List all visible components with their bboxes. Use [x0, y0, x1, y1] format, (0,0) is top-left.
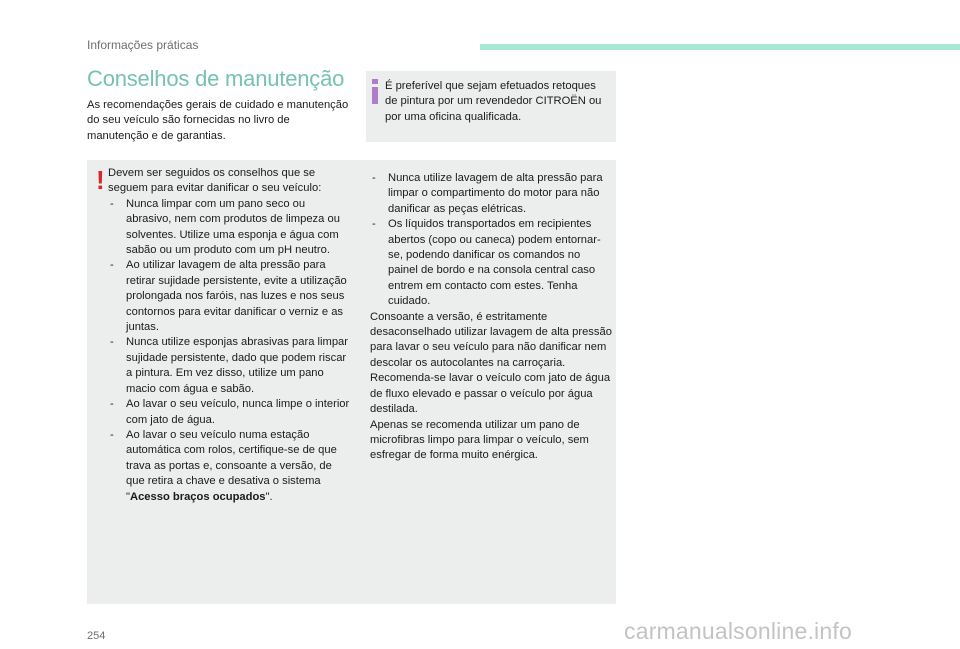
- list-item: - Nunca limpar com um pano seco ou abrasivo, nem com produtos de limpeza ou solventes. Utilize uma esponja e água com sabão ou um produto com um pH neutro.: [108, 197, 353, 259]
- warning-paragraph-1: Consoante a versão, é estritamente desaconselhado utilizar lavagem de alta pressão para lavar o seu veículo para não danificar nem descolar os autocolantes na carroçaria. Recomenda-se lavar o veículo com jato de água de fluxo elevado e passar o veículo por água destilada.: [370, 310, 612, 416]
- page-title: Conselhos de manutenção: [87, 66, 345, 91]
- watermark: carmanualsonline.info: [624, 618, 852, 644]
- warning-list-left: [108, 197, 353, 505]
- list-item: - Os líquidos transportados em recipientes abertos (copo ou caneca) podem entornar-se, podendo danificar os comandos no painel de bordo e na consola central caso entrem em contacto com estes. Tenha cuidado.: [370, 217, 612, 309]
- warning-paragraph-2: Apenas se recomenda utilizar um pano de microfibras limpo para limpar o veículo, sem esfregar de forma muito enérgica.: [370, 418, 589, 462]
- warning-column-right: [370, 171, 612, 464]
- info-text: É preferível que sejam efetuados retoques de pintura por um revendedor CITROËN ou por uma oficina qualificada.: [385, 80, 602, 123]
- list-item-prefix: Ao lavar o seu veículo numa estação automática com rolos, certifique-se de que trava as portas e, consoante a versão, de que retira a chave e desativa o sistema ": [126, 428, 337, 503]
- section-label: Informações práticas: [87, 38, 199, 52]
- warning-lead: Devem ser seguidos os conselhos que se seguem para evitar danificar o seu veículo:: [108, 167, 322, 195]
- list-item: - Ao utilizar lavagem de alta pressão para retirar sujidade persistente, evite a utilização prolongada nos faróis, nas luzes e nos seus contornos para evitar danificar o verniz e as juntas.: [108, 258, 353, 335]
- warning-box: [87, 160, 616, 604]
- system-name: Acesso braços ocupados: [129, 490, 266, 503]
- warning-column-left: [108, 166, 353, 505]
- list-item: - Ao lavar o seu veículo, nunca limpe o interior com jato de água.: [108, 397, 353, 428]
- info-icon: [371, 78, 379, 104]
- page-number: 254: [87, 630, 106, 642]
- list-item-suffix: ".: [265, 490, 273, 503]
- list-item: - Nunca utilize esponjas abrasivas para limpar sujidade persistente, dado que podem riscar a pintura. Em vez disso, utilize um pano macio com água e sabão.: [108, 335, 353, 397]
- warning-exclamation-icon: !: [96, 165, 105, 195]
- info-box: [366, 71, 616, 142]
- intro-paragraph: As recomendações gerais de cuidado e manutenção do seu veículo são fornecidas no livro de manutenção e de garantias.: [87, 99, 349, 142]
- header-accent-bar: [480, 44, 960, 50]
- list-item: [108, 428, 353, 505]
- warning-list-right: [370, 171, 612, 310]
- list-item: - Nunca utilize lavagem de alta pressão para limpar o compartimento do motor para não danificar as peças elétricas.: [370, 171, 612, 217]
